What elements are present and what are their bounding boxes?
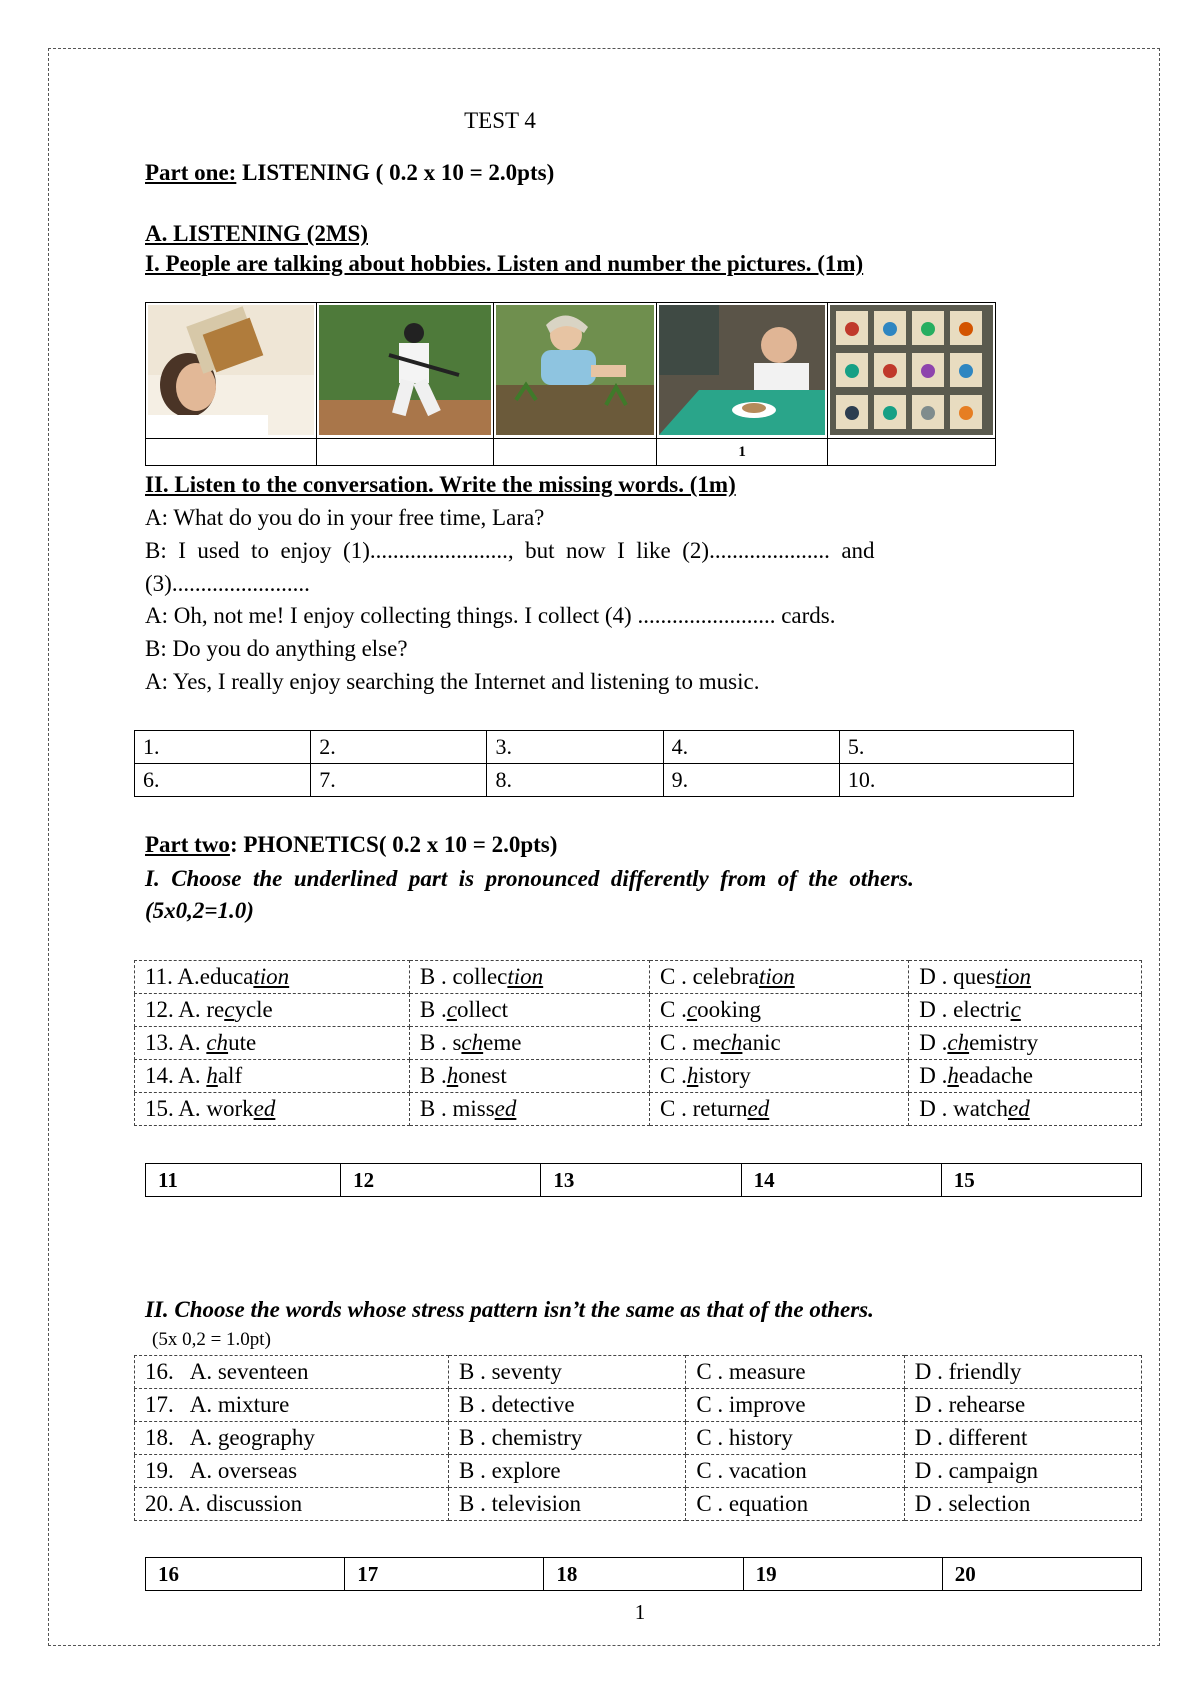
picture-number[interactable] xyxy=(494,438,656,465)
pronunciation-answer-key xyxy=(145,1163,1142,1197)
key-cell[interactable]: 12 xyxy=(341,1164,541,1197)
underlined-part: c xyxy=(686,997,698,1022)
option-cell[interactable] xyxy=(909,1027,1142,1060)
option-prefix: B . miss xyxy=(419,1096,495,1121)
task1-heading: I. People are talking about hobbies. Listen and number the pictures. (1m) xyxy=(145,251,864,276)
option-cell[interactable] xyxy=(909,961,1142,994)
stress-answer-key xyxy=(145,1557,1142,1591)
option-prefix: D . xyxy=(919,1063,948,1088)
underlined-part: tion xyxy=(253,964,290,989)
picture-cell xyxy=(146,303,317,465)
option-cell[interactable]: 19. A. overseas xyxy=(135,1455,449,1488)
option-cell[interactable] xyxy=(135,1060,410,1093)
picture-strip xyxy=(145,302,996,466)
option-cell[interactable] xyxy=(409,1060,649,1093)
option-cell[interactable] xyxy=(135,961,410,994)
key-cell[interactable]: 11 xyxy=(146,1164,341,1197)
pronunciation-row xyxy=(135,994,1142,1027)
option-cell[interactable]: D . different xyxy=(904,1422,1141,1455)
option-prefix: D . watch xyxy=(919,1096,1009,1121)
key-cell[interactable]: 20 xyxy=(942,1558,1141,1591)
option-cell[interactable]: C . measure xyxy=(686,1356,904,1389)
dialogue-line: (3)........................ xyxy=(145,571,310,596)
test-title: TEST 4 xyxy=(464,108,536,133)
answer-cell[interactable]: 5. xyxy=(839,731,1073,764)
underlined-part: tion xyxy=(758,964,795,989)
pronunciation-row xyxy=(135,1093,1142,1126)
option-cell[interactable]: D . selection xyxy=(904,1488,1141,1521)
option-cell[interactable]: B . television xyxy=(449,1488,686,1521)
task2-heading: II. Listen to the conversation. Write the missing words. (1m) xyxy=(145,472,736,497)
listening-answer-grid xyxy=(134,730,1074,797)
option-cell[interactable] xyxy=(909,1060,1142,1093)
underlined-part: tion xyxy=(507,964,544,989)
underlined-part: c xyxy=(224,997,235,1022)
option-cell[interactable] xyxy=(650,1093,909,1126)
option-cell[interactable]: B . seventy xyxy=(449,1356,686,1389)
dialogue-line: B: I used to enjoy (1)........................, but now I like (2)..................... and xyxy=(145,538,875,563)
picture-number[interactable] xyxy=(828,438,995,465)
option-prefix: C . celebra xyxy=(660,964,759,989)
option-cell[interactable]: B . detective xyxy=(449,1389,686,1422)
key-cell[interactable]: 13 xyxy=(541,1164,741,1197)
option-suffix: emistry xyxy=(969,1030,1039,1055)
option-suffix: eadache xyxy=(958,1063,1033,1088)
option-prefix: 15. A. work xyxy=(145,1096,254,1121)
answer-cell[interactable]: 10. xyxy=(839,764,1073,797)
dialogue-line: A: Yes, I really enjoy searching the Internet and listening to music. xyxy=(145,669,760,694)
pronunciation-table xyxy=(134,960,1142,1126)
option-prefix: 13. A. xyxy=(145,1030,207,1055)
option-cell[interactable]: 18. A. geography xyxy=(135,1422,449,1455)
underlined-part: h xyxy=(686,1063,699,1088)
stress-table xyxy=(134,1355,1142,1521)
picture-cell xyxy=(657,303,829,465)
page-number: 1 xyxy=(634,1600,646,1624)
option-cell[interactable]: 17. A. mixture xyxy=(135,1389,449,1422)
option-cell[interactable] xyxy=(650,1027,909,1060)
part-two-heading xyxy=(145,832,557,858)
answer-cell[interactable]: 6. xyxy=(135,764,311,797)
option-cell[interactable] xyxy=(409,1027,649,1060)
underlined-part: tion xyxy=(995,964,1032,989)
option-prefix: 11. A.educa xyxy=(145,964,254,989)
option-cell[interactable]: 16. A. seventeen xyxy=(135,1356,449,1389)
option-cell[interactable] xyxy=(409,1093,649,1126)
underlined-part: ch xyxy=(206,1030,229,1055)
part-one-label: Part one: xyxy=(145,160,237,185)
option-suffix: anic xyxy=(742,1030,781,1055)
answer-cell[interactable]: 1. xyxy=(135,731,311,764)
gardening-woman-photo xyxy=(496,305,654,435)
option-prefix: C . me xyxy=(660,1030,721,1055)
option-cell[interactable] xyxy=(135,994,410,1027)
dialogue-line: A: What do you do in your free time, Lara? xyxy=(145,505,545,530)
dialogue-line: B: Do you do anything else? xyxy=(145,636,408,661)
underlined-part: ed xyxy=(747,1096,770,1121)
underlined-part: ed xyxy=(253,1096,276,1121)
picture-number[interactable] xyxy=(317,438,494,465)
option-prefix: D . xyxy=(919,1030,948,1055)
option-suffix: alf xyxy=(217,1063,243,1088)
dialogue-line: A: Oh, not me! I enjoy collecting things. I collect (4) ........................ cards. xyxy=(145,603,836,628)
answer-cell[interactable]: 3. xyxy=(487,731,663,764)
pronunciation-row xyxy=(135,961,1142,994)
key-cell[interactable]: 15 xyxy=(941,1164,1141,1197)
option-prefix: C . xyxy=(660,1063,687,1088)
option-prefix: D . ques xyxy=(919,964,996,989)
option-prefix: C . xyxy=(660,997,687,1022)
reading-person-photo xyxy=(148,305,314,435)
key-cell[interactable]: 18 xyxy=(544,1558,743,1591)
option-cell[interactable] xyxy=(909,994,1142,1027)
option-cell[interactable]: D . friendly xyxy=(904,1356,1141,1389)
pronunciation-row xyxy=(135,1060,1142,1093)
key-cell[interactable]: 16 xyxy=(146,1558,345,1591)
bird-stamps-photo xyxy=(830,305,993,435)
stress-row xyxy=(135,1422,1142,1455)
underlined-part: c xyxy=(1010,997,1021,1022)
stress-row xyxy=(135,1488,1142,1521)
option-cell[interactable] xyxy=(650,1060,909,1093)
option-cell[interactable]: D . rehearse xyxy=(904,1389,1141,1422)
option-cell[interactable] xyxy=(409,961,649,994)
key-cell[interactable]: 14 xyxy=(741,1164,941,1197)
stress-row xyxy=(135,1356,1142,1389)
option-prefix: C . return xyxy=(660,1096,748,1121)
picture-number[interactable] xyxy=(146,438,316,465)
picture-cell xyxy=(828,303,995,465)
option-cell[interactable]: B . explore xyxy=(449,1455,686,1488)
phonetics-task2-points: (5x 0,2 = 1.0pt) xyxy=(152,1329,271,1350)
option-cell[interactable] xyxy=(650,994,909,1027)
phonetics-task2-title: II. Choose the words whose stress pattern isn’t the same as that of the others. xyxy=(145,1297,874,1322)
option-cell[interactable]: B . chemistry xyxy=(449,1422,686,1455)
option-prefix: B . s xyxy=(419,1030,462,1055)
option-cell[interactable]: C . improve xyxy=(686,1389,904,1422)
picture-cell xyxy=(494,303,657,465)
option-suffix: eme xyxy=(483,1030,522,1055)
underlined-part: ed xyxy=(1008,1096,1030,1121)
option-prefix: B . xyxy=(419,1063,447,1088)
option-suffix: ycle xyxy=(234,997,273,1022)
underlined-part: h xyxy=(446,1063,459,1088)
option-cell[interactable]: C . equation xyxy=(686,1488,904,1521)
section-a-heading: A. LISTENING (2MS) xyxy=(145,221,369,246)
option-suffix: ollect xyxy=(456,997,509,1022)
option-cell[interactable] xyxy=(650,961,909,994)
underlined-part: ch xyxy=(720,1030,743,1055)
option-cell[interactable]: 20. A. discussion xyxy=(135,1488,449,1521)
option-prefix: 12. A. re xyxy=(145,997,225,1022)
underlined-part: h xyxy=(206,1063,218,1088)
option-cell[interactable] xyxy=(409,994,649,1027)
underlined-part: ch xyxy=(947,1030,970,1055)
underlined-part: ch xyxy=(461,1030,484,1055)
option-suffix: ute xyxy=(228,1030,257,1055)
underlined-part: h xyxy=(947,1063,959,1088)
underlined-part: ed xyxy=(494,1096,517,1121)
part-two-label: Part two xyxy=(145,832,230,857)
option-cell[interactable] xyxy=(135,1093,410,1126)
part-one-points: LISTENING ( 0.2 x 10 = 2.0pts) xyxy=(236,160,555,185)
answer-cell[interactable]: 4. xyxy=(663,731,839,764)
option-cell[interactable]: C . history xyxy=(686,1422,904,1455)
option-suffix: ooking xyxy=(697,997,761,1022)
option-cell[interactable]: D . campaign xyxy=(904,1455,1141,1488)
answer-cell[interactable]: 2. xyxy=(311,731,487,764)
option-suffix: onest xyxy=(458,1063,507,1088)
answer-cell[interactable]: 9. xyxy=(663,764,839,797)
baseball-player-photo xyxy=(319,305,492,435)
phonetics-task1-title: I. Choose the underlined part is pronounced differently from of the others. xyxy=(145,866,914,891)
man-eating-photo xyxy=(659,305,826,435)
option-cell[interactable]: C . vacation xyxy=(686,1455,904,1488)
pronunciation-row xyxy=(135,1027,1142,1060)
part-one-heading xyxy=(145,160,554,186)
option-prefix: B . collec xyxy=(419,964,508,989)
underlined-part: c xyxy=(446,997,457,1022)
stress-row xyxy=(135,1455,1142,1488)
option-prefix: B . xyxy=(419,997,447,1022)
option-cell[interactable] xyxy=(135,1027,410,1060)
key-cell[interactable]: 17 xyxy=(345,1558,544,1591)
option-cell[interactable] xyxy=(909,1093,1142,1126)
part-two-points: : PHONETICS( 0.2 x 10 = 2.0pts) xyxy=(229,832,558,857)
option-suffix: istory xyxy=(698,1063,751,1088)
answer-cell[interactable]: 8. xyxy=(487,764,663,797)
picture-cell xyxy=(317,303,495,465)
answer-cell[interactable]: 7. xyxy=(311,764,487,797)
key-cell[interactable]: 19 xyxy=(743,1558,942,1591)
picture-number[interactable]: 1 xyxy=(657,438,828,465)
option-prefix: 14. A. xyxy=(145,1063,207,1088)
stress-row xyxy=(135,1389,1142,1422)
phonetics-task1-points: (5x0,2=1.0) xyxy=(145,898,254,923)
option-prefix: D . electri xyxy=(919,997,1011,1022)
